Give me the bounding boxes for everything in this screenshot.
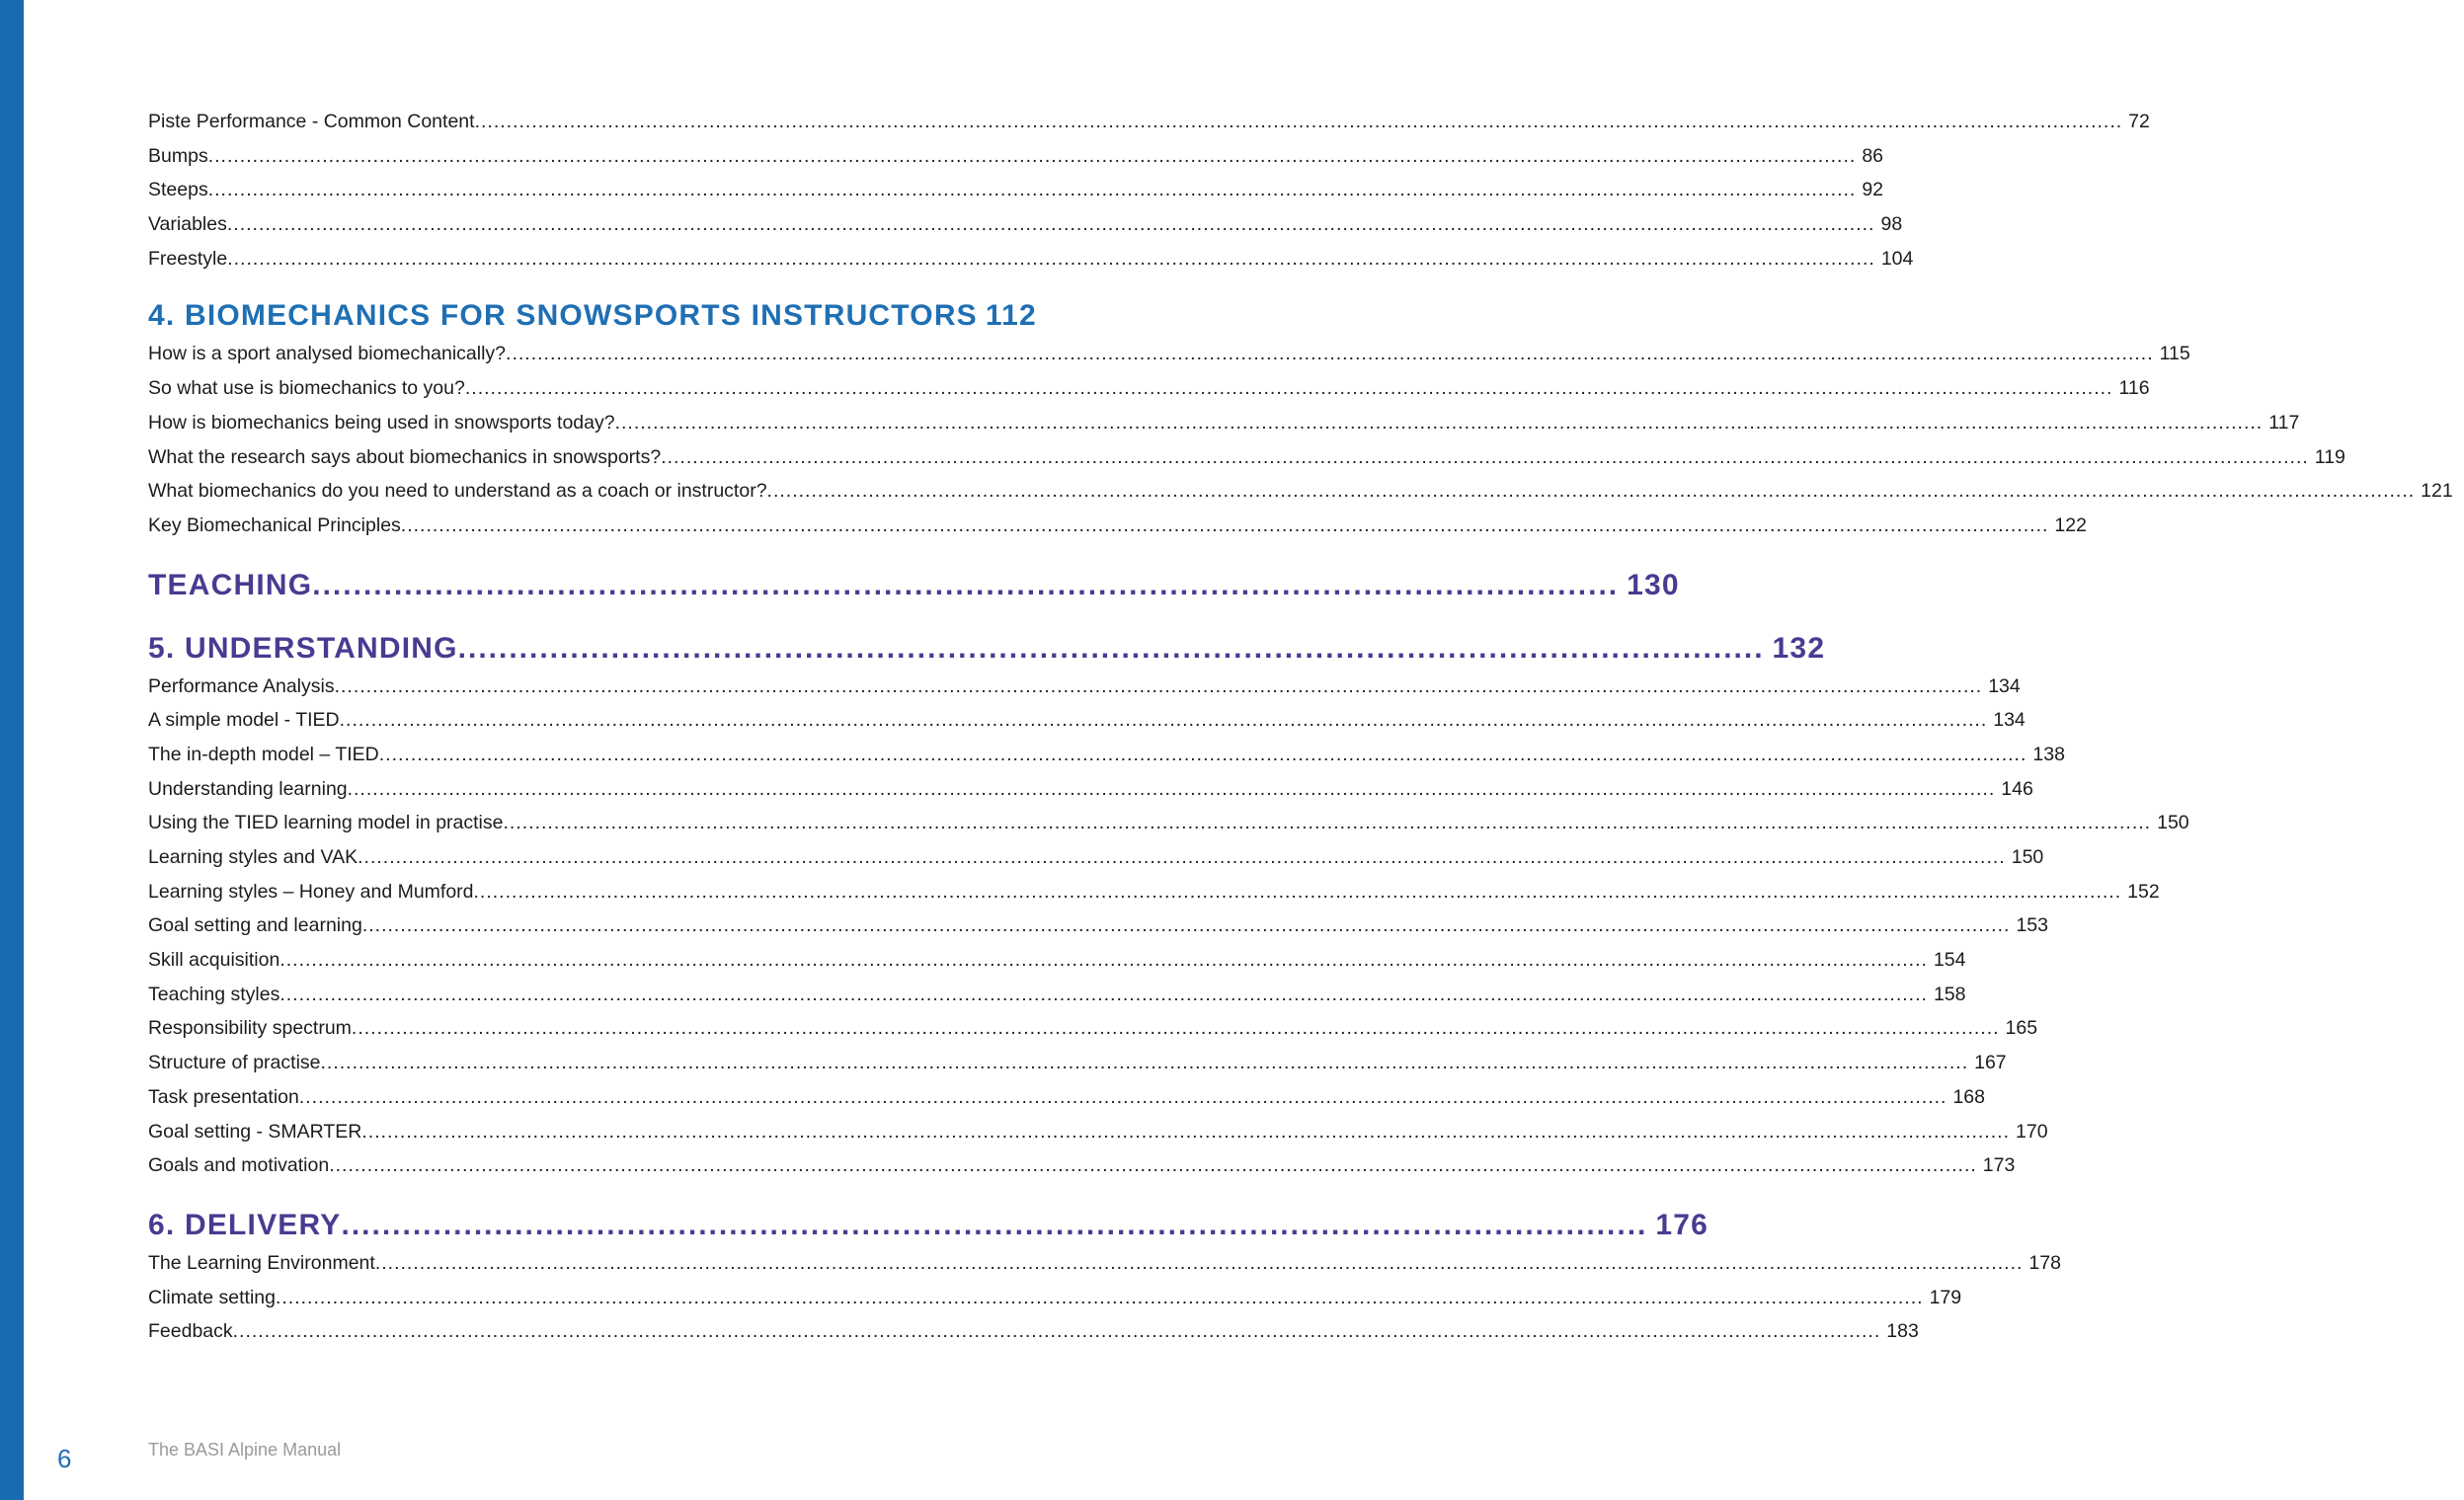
toc-entry[interactable] [148,513,2087,549]
dot-leader: .................................................................................................................................................................................................................................................................... [766,480,2416,503]
toc-entry-page: 134 [1993,709,2026,732]
toc-entry-label: Skill acquisition [148,949,280,972]
toc-entry[interactable] [148,1120,2048,1155]
toc-heading-teaching[interactable]: TEACHING ................................................................................................................................ 130 [148,568,1680,601]
toc-entry[interactable] [148,111,2150,145]
toc-heading-understanding[interactable]: 5. UNDERSTANDING ................................................................................................................................ 132 [148,631,1826,665]
dot-leader: .................................................................................................................................................................................................................................................................... [279,983,1928,1005]
toc-entry-label: The in-depth model – TIED [148,743,379,765]
toc-entry-label: Structure of practise [148,1052,321,1074]
toc-entry[interactable] [148,411,2300,446]
toc-entry[interactable] [148,343,2190,377]
toc-entry-label: Bumps [148,144,208,167]
toc-entry-label: Piste Performance - Common Content [148,111,475,132]
toc-entry-page: 168 [1952,1085,1985,1108]
toc-entry-label: Performance Analysis [148,674,335,697]
toc-entry-label: Key Biomechanical Principles [148,513,401,536]
toc-entry-page: 179 [1929,1286,1962,1308]
toc-entry[interactable] [148,377,2150,412]
dot-leader: .................................................................................................................................................................................................................................................................... [351,1017,2000,1040]
toc-entry-page: 178 [2028,1251,2061,1274]
heading-page: 132 [1772,631,1826,665]
toc-entry-page: 167 [1974,1052,2007,1074]
toc-heading-delivery[interactable]: 6. DELIVERY ................................................................................................................................ 176 [148,1208,1709,1241]
toc-entry-label: Goal setting - SMARTER [148,1120,362,1143]
toc-group-delivery [148,1251,2061,1355]
toc-entry-page: 119 [2314,445,2345,468]
toc-entry-label: Feedback [148,1320,233,1343]
table-of-contents [148,111,2453,1355]
toc-entry[interactable] [148,1017,2038,1052]
side-color-bar [0,0,24,1500]
toc-entry[interactable] [148,144,1884,180]
dot-leader: .................................................................................................................................................................................................................................................................... [334,674,1983,697]
toc-entry-page: 122 [2054,513,2087,536]
toc-group-piste [148,111,2150,281]
dot-leader: .................................................................................................................................................................................................................................................................... [320,1052,1969,1074]
dot-leader: .................................................................................................................................................................................................................................................................... [361,1120,2010,1143]
toc-entry-page: 158 [1933,983,1966,1005]
toc-entry-page: 153 [2016,914,2048,937]
dot-leader: .................................................................................................................................................................................................................................................................... [374,1251,2024,1274]
toc-group-understanding [148,674,2189,1189]
footer-title: The BASI Alpine Manual [148,1440,342,1460]
toc-entry[interactable] [148,213,1903,248]
toc-entry-page: 150 [2011,846,2044,868]
toc-entry-label: What biomechanics do you need to understand as a coach or instructor? [148,480,767,503]
dot-leader: .................................................................................................................................................................................................................................................................... [207,179,1857,201]
toc-entry-label: Climate setting [148,1286,276,1308]
toc-entry[interactable] [148,777,2033,813]
dot-leader: .................................................................................................................................................................................................................................................................... [503,812,2152,834]
dot-leader: .................................................................................................................................................................................................................................................................... [614,411,2264,434]
toc-entry-label: Teaching styles [148,983,280,1005]
toc-entry-label: Steeps [148,179,208,201]
toc-entry-page: 173 [1982,1154,2016,1177]
toc-entry[interactable] [148,1286,1962,1321]
toc-entry-label: Using the TIED learning model in practise [148,812,504,834]
toc-entry[interactable] [148,1320,1919,1355]
toc-entry-label: Freestyle [148,247,228,270]
toc-entry-page: 183 [1886,1320,1919,1343]
toc-entry-label: Goal setting and learning [148,914,362,937]
toc-entry-label: Task presentation [148,1085,299,1108]
dot-leader: .................................................................................................................................................................................................................................................................... [400,513,2049,536]
toc-entry-page: 92 [1862,179,1884,201]
toc-entry-page: 170 [2016,1120,2048,1143]
toc-entry-label: The Learning Environment [148,1251,375,1274]
dot-leader: .................................................................................................................................................................................................................................................................... [329,1154,1977,1177]
toc-entry-page: 150 [2157,812,2189,834]
toc-entry[interactable] [148,179,1884,213]
toc-group-biomechanics [148,343,2453,548]
dot-leader: .................................................................................................................................................................................................................................................................... [378,743,2027,765]
page-number: 6 [57,1444,72,1473]
dot-leader: .................................................................................................................................................................................................................................................................... [232,1320,1881,1343]
heading-label: 5. UNDERSTANDING [148,631,458,665]
toc-entry-page: 152 [2127,880,2160,903]
toc-entry-label: Learning styles and VAK [148,846,358,868]
toc-entry-page: 86 [1862,144,1884,167]
toc-entry[interactable] [148,880,2160,915]
dot-leader: .................................................................................................................................................................................................................................................................... [298,1085,1947,1108]
toc-entry[interactable] [148,1251,2061,1287]
toc-heading-biomechanics[interactable] [148,299,1037,343]
toc-entry[interactable] [148,812,2189,846]
dot-leader: .................................................................................................................................................................................................................................................................... [207,144,1857,167]
toc-entry[interactable] [148,1052,2007,1086]
toc-entry-label: Responsibility spectrum [148,1017,352,1040]
heading-label: TEACHING [148,568,313,601]
dot-leader: .................................................................................................................................................................................................................................................................... [275,1286,1924,1308]
heading-page: 112 [985,299,1037,333]
dot-leader: .................................................................................................................................................................................................................................................................... [227,247,1875,270]
toc-entry-page: 104 [1880,247,1914,270]
heading-label: 6. DELIVERY [148,1208,342,1241]
heading-page: 130 [1627,568,1680,601]
toc-entry-page: 117 [2268,411,2300,434]
dot-leader: .................................................................................................................................................................................................................................................................... [473,880,2122,903]
toc-entry-label: How is biomechanics being used in snowsports today? [148,411,615,434]
toc-entry[interactable] [148,1085,1985,1121]
toc-entry-label: Goals and motivation [148,1154,330,1177]
toc-entry-page: 154 [1933,949,1966,972]
toc-entry[interactable] [148,480,2453,514]
toc-entry[interactable] [148,983,1966,1018]
toc-entry[interactable] [148,949,1966,984]
toc-entry[interactable] [148,674,2021,710]
heading-page: 176 [1655,1208,1709,1241]
dot-leader: .................................................................................................................................................................................................................................................................... [226,213,1875,236]
toc-entry[interactable] [148,1154,2016,1189]
toc-entry[interactable] [148,709,2026,744]
dot-leader: .................................................................................................................................................................................................................................................................... [474,111,2123,132]
toc-entry[interactable] [148,743,2065,778]
toc-entry-label: Understanding learning [148,777,348,800]
dot-leader: .................................................................................................................................................................................................................................................................... [464,377,2113,400]
toc-entry-page: 134 [1988,674,2021,697]
toc-entry-label: A simple model - TIED [148,709,340,732]
toc-entry-label: What the research says about biomechanics in snowsports? [148,445,662,468]
heading-label: 4. BIOMECHANICS FOR SNOWSPORTS INSTRUCTORS [148,299,978,333]
toc-entry[interactable] [148,914,2048,949]
toc-entry-page: 138 [2032,743,2065,765]
toc-entry-page: 146 [2001,777,2033,800]
dot-leader: .................................................................................................................................................................................................................................................................... [339,709,1988,732]
toc-entry-page: 116 [2118,377,2150,400]
toc-entry-page: 121 [2421,480,2453,503]
toc-entry-label: Variables [148,213,227,236]
dot-leader: .................................................................................................................................................................................................................................................................... [347,777,1996,800]
dot-leader: .................................................................................................................................................................................................................................................................... [506,343,2154,365]
toc-entry-label: So what use is biomechanics to you? [148,377,465,400]
dot-leader: .................................................................................................................................................................................................................................................................... [661,445,2309,468]
toc-entry[interactable] [148,445,2345,481]
toc-entry[interactable] [148,846,2044,881]
toc-entry-page: 115 [2159,343,2190,365]
toc-entry-page: 165 [2005,1017,2038,1040]
dot-leader: .................................................................................................................................................................................................................................................................... [361,914,2011,937]
toc-entry-label: How is a sport analysed biomechanically? [148,343,507,365]
toc-entry-label: Learning styles – Honey and Mumford [148,880,474,903]
toc-entry-page: 72 [2128,111,2150,132]
toc-entry-page: 98 [1880,213,1903,236]
dot-leader: .................................................................................................................................................................................................................................................................... [279,949,1928,972]
dot-leader: .................................................................................................................................................................................................................................................................... [358,846,2006,868]
toc-entry[interactable] [148,247,1914,282]
